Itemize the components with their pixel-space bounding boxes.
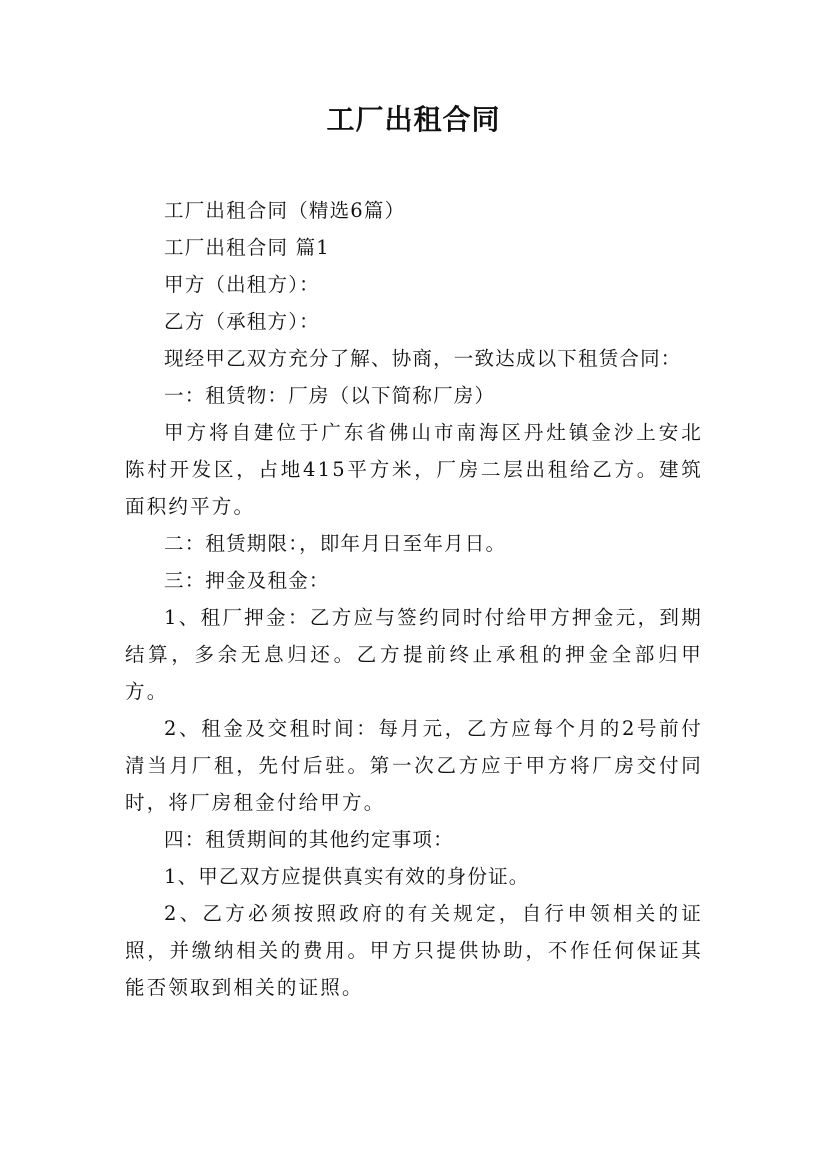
- paragraph-licenses: 2、乙方必须按照政府的有关规定，自行申领相关的证照，并缴纳相关的费用。甲方只提供协助，不作任何保证其能否领取到相关的证照。: [125, 902, 703, 999]
- paragraph-clause-1-heading: 一：租赁物：厂房（以下简称厂房）: [164, 384, 496, 407]
- paragraph-clause-4-heading: 四：租赁期间的其他约定事项：: [164, 828, 454, 851]
- document-body: [125, 192, 703, 1006]
- paragraph-id-card: 1、甲乙双方应提供真实有效的身份证。: [164, 865, 530, 888]
- paragraph-intro: 现经甲乙双方充分了解、协商，一致达成以下租赁合同：: [164, 347, 682, 370]
- paragraph-deposit: 1、租厂押金：乙方应与签约同时付给甲方押金元，到期结算，多余无息归还。乙方提前终止承租的押金全部归甲方。: [125, 606, 703, 703]
- paragraph-subtitle: 工厂出租合同（精选6篇）: [164, 199, 406, 222]
- paragraph-clause-3-heading: 三：押金及租金：: [164, 569, 330, 592]
- paragraph-party-a: 甲方（出租方）：: [164, 273, 320, 296]
- document-title: 工厂出租合同: [326, 103, 501, 136]
- paragraph-clause-1-body: 甲方将自建位于广东省佛山市南海区丹灶镇金沙上安北陈村开发区，占地415平方米，厂房二层出租给乙方。建筑面积约平方。: [125, 421, 703, 518]
- paragraph-section-heading: 工厂出租合同 篇1: [164, 236, 330, 259]
- paragraph-clause-2: 二：租赁期限：，即年月日至年月日。: [164, 532, 507, 555]
- paragraph-rent: 2、租金及交租时间：每月元，乙方应每个月的2号前付清当月厂租，先付后驻。第一次乙方应于甲方将厂房交付同时，将厂房租金付给甲方。: [125, 717, 703, 814]
- paragraph-party-b: 乙方（承租方）：: [164, 310, 320, 333]
